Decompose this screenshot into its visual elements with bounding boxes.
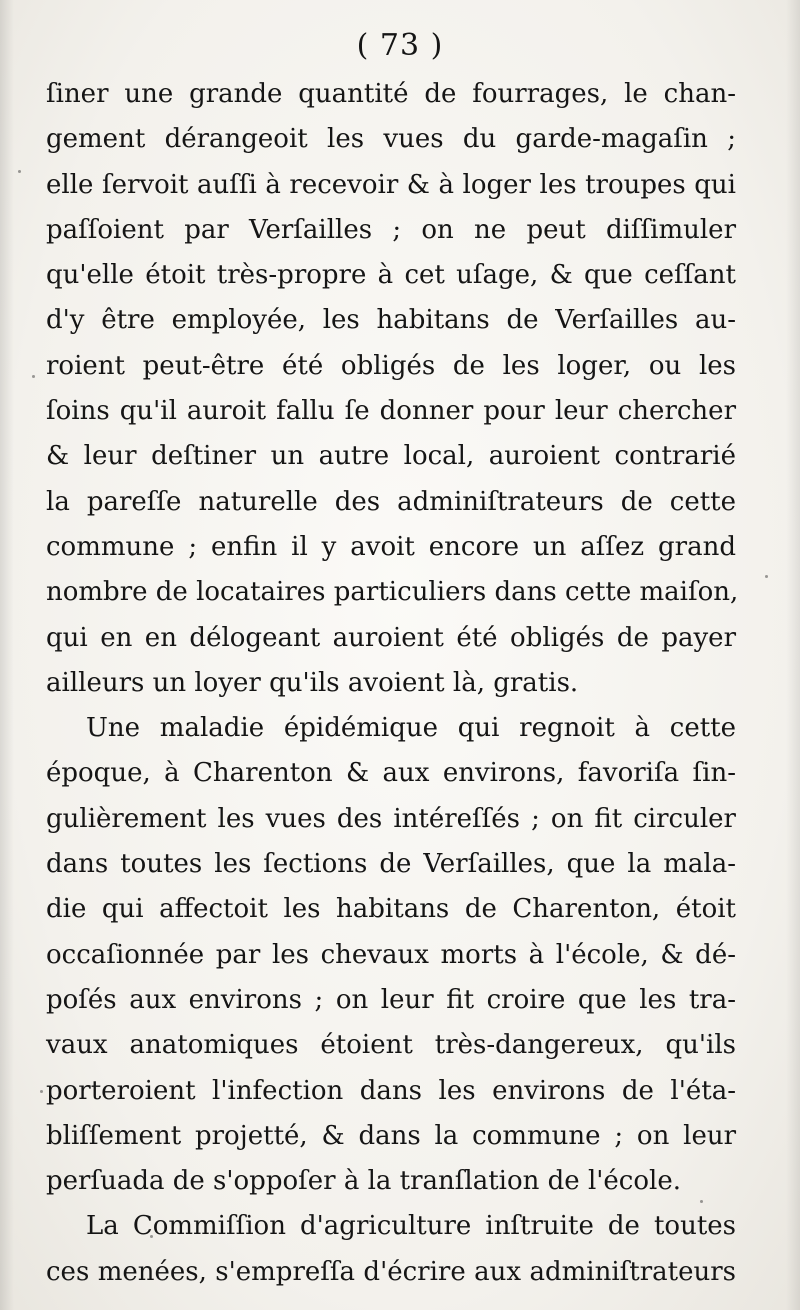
text-line: la pareſſe naturelle des adminiſtrateurs de cette [46,486,736,517]
paragraph-1 [46,72,739,706]
paper-speck [40,1090,43,1093]
paper-speck [150,1235,153,1238]
text-line: d'y être employée, les habitans de Verſailles au- [46,305,736,336]
text-line: perſuada de s'oppoſer à la tranſlation de l'école. [46,1166,681,1197]
text-line: vaux anatomiques étoient très-dangereux, qu'ils [46,1030,736,1061]
text-line: Une maladie épidémique qui regnoit à cette [86,713,736,744]
text-line: ailleurs un loyer qu'ils avoient là, gratis. [46,667,579,698]
text-line: nombre de locataires particuliers dans cette maiſon, [46,577,739,608]
text-line: gulièrement les vues des intéreſſés ; on fit circuler [46,803,736,834]
text-line: poſés aux environs ; on leur fit croire que les tra- [46,984,736,1015]
text-line: gement dérangeoit les vues du garde-magaſin ; [46,124,736,155]
paragraph-2 [46,706,736,1204]
body-text [46,72,739,1295]
paper-speck [18,170,21,173]
text-line: & leur deſtiner un autre local, auroient contrarié [46,441,736,472]
text-line: die qui affectoit les habitans de Charenton, étoit [46,894,736,925]
text-line: ſoins qu'il auroit fallu ſe donner pour leur chercher [46,396,736,427]
text-line: ſiner une grande quantité de fourrages, le chan- [46,79,736,109]
paper-speck [700,1200,703,1203]
text-line: époque, à Charenton & aux environs, favoriſa ſin- [46,758,736,789]
paragraph-3 [46,1204,736,1295]
text-line: paſſoient par Verſailles ; on ne peut diſſimuler [46,214,736,245]
page-edge-shadow-right [786,0,800,1310]
text-line: occaſionnée par les chevaux morts à l'école, & dé- [46,939,736,970]
paper-speck [765,575,768,578]
text-line: commune ; enfin il y avoit encore un aſſez grand [46,531,736,562]
text-line: ces menées, s'empreſſa d'écrire aux adminiſtrateurs [46,1256,736,1287]
text-line: elle ſervoit auſſi à recevoir & à loger les troupes qui [46,169,736,200]
text-line: qu'elle étoit très-propre à cet uſage, & que ceſſant [46,260,736,291]
page-number: ( 73 ) [356,28,444,63]
text-line: bliſſement projetté, & dans la commune ; on leur [46,1120,736,1151]
paper-speck [32,375,35,378]
text-line: dans toutes les ſections de Verſailles, que la mala- [46,849,736,880]
page-edge-shadow-left [0,0,14,1310]
text-line: roient peut-être été obligés de les loger, ou les [46,350,736,381]
text-line: qui en en délogeant auroient été obligés de payer [46,622,736,653]
text-line: porteroient l'infection dans les environs de l'éta- [46,1075,736,1106]
text-line: La Commiſſion d'agriculture inſtruite de toutes [86,1211,736,1242]
